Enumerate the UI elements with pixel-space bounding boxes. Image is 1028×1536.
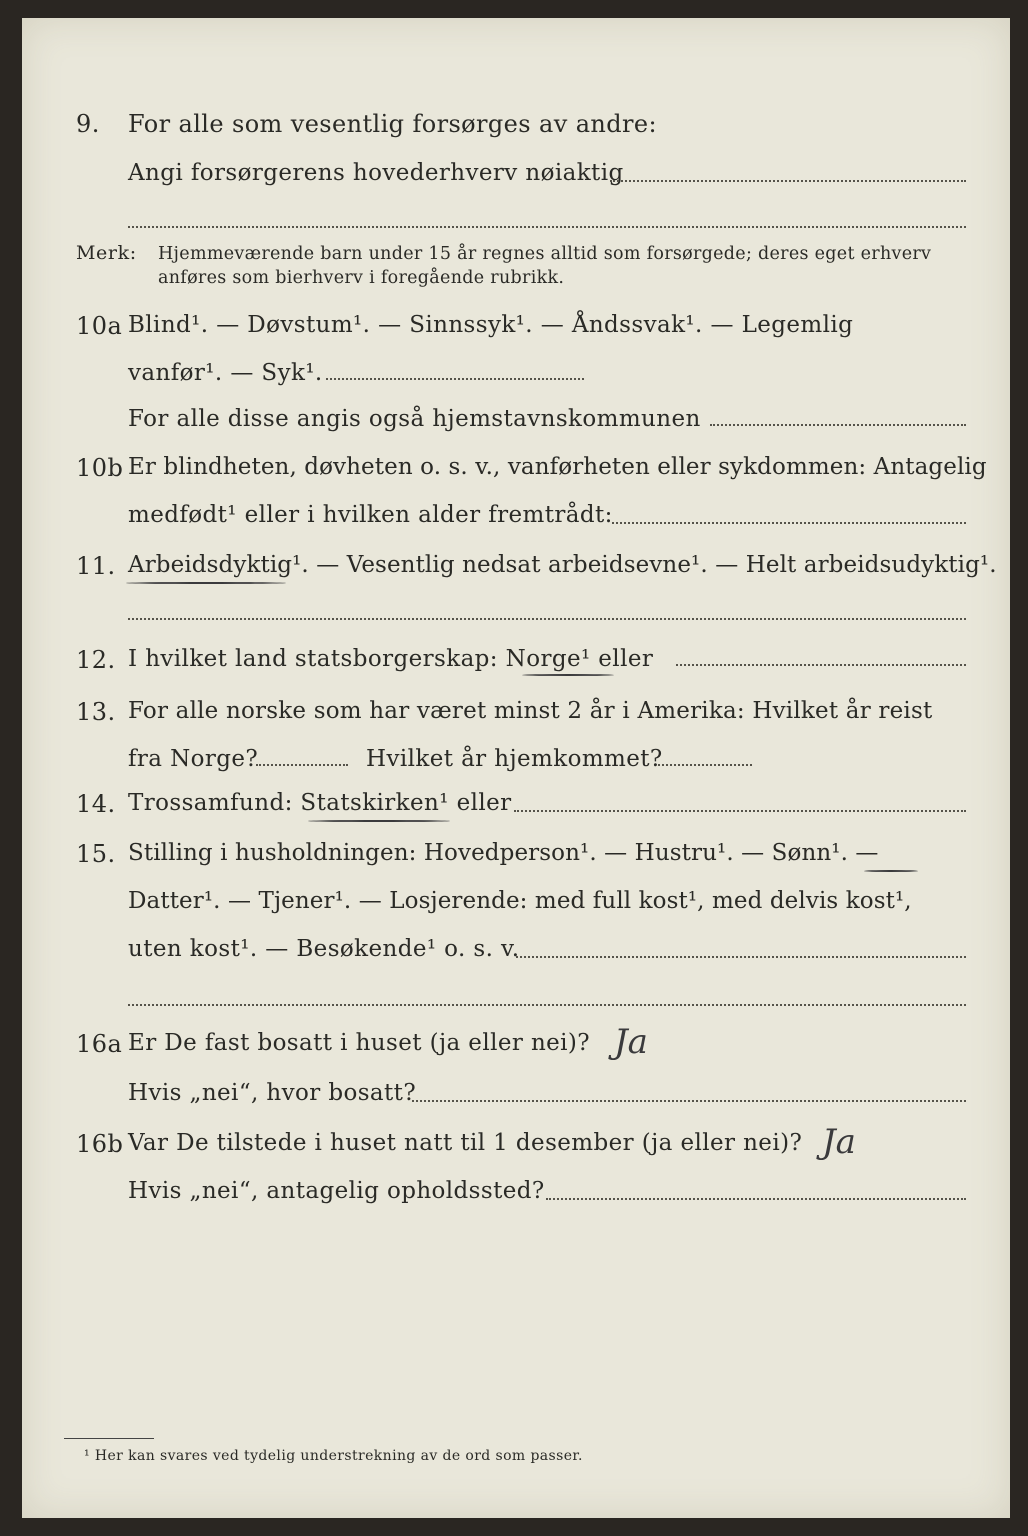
q16b-line2: Hvis „nei“, antagelig opholdssted? xyxy=(128,1178,545,1204)
q11-line1: Arbeidsdyktig¹. — Vesentlig nedsat arbeidsevne¹. — Helt arbeidsudyktig¹. xyxy=(128,552,997,578)
q10b-answer-field[interactable] xyxy=(612,522,966,524)
q9-line1: For alle som vesentlig forsørges av andre: xyxy=(128,110,658,138)
q15-line3: uten kost¹. — Besøkende¹ o. s. v. xyxy=(128,936,520,962)
q12-number: 12. xyxy=(76,646,116,674)
q12-answer-underline xyxy=(522,674,614,676)
census-form-page xyxy=(22,18,1010,1518)
q10b-line2: medfødt¹ eller i hvilken alder fremtrådt: xyxy=(128,502,613,528)
q15-answer-underline xyxy=(864,870,918,872)
q10a-line3: For alle disse angis også hjemstavnskommunen xyxy=(128,406,701,432)
q10a-line2: vanfør¹. — Syk¹. xyxy=(128,360,323,386)
q16b-handwritten-answer: Ja xyxy=(822,1122,856,1162)
q9-number: 9. xyxy=(76,110,100,138)
q13-hjemkommet-field[interactable] xyxy=(658,764,752,766)
q13-line1: For alle norske som har været minst 2 år i Amerika: Hvilket år reist xyxy=(128,698,933,724)
q10a-kommune-field[interactable] xyxy=(710,424,966,426)
merk-label: Merk: xyxy=(76,242,137,264)
q12-answer-field[interactable] xyxy=(676,664,966,666)
q13-line2b: Hvilket år hjemkommet? xyxy=(366,746,663,772)
q14-answer-underline xyxy=(308,820,450,822)
q9-extra-field[interactable] xyxy=(128,226,966,228)
q16b-opholdssted-field[interactable] xyxy=(546,1198,966,1200)
q10b-line1: Er blindheten, døvheten o. s. v., vanførheten eller sykdommen: Antagelig xyxy=(128,454,987,480)
q15-line1: Stilling i husholdningen: Hovedperson¹. — Hustru¹. — Sønn¹. — xyxy=(128,840,879,866)
q10a-line1: Blind¹. — Døvstum¹. — Sinnssyk¹. — Åndssvak¹. — Legemlig xyxy=(128,312,854,338)
q9-answer-field[interactable] xyxy=(610,180,966,182)
q14-line1: Trossamfund: Statskirken¹ eller xyxy=(128,790,512,816)
q16a-number: 16a xyxy=(76,1030,123,1058)
q10a-syk-field[interactable] xyxy=(326,378,584,380)
footnote-rule xyxy=(64,1438,154,1439)
q16b-line1: Var De tilstede i huset natt til 1 desember (ja eller nei)? xyxy=(128,1130,803,1156)
q14-number: 14. xyxy=(76,790,116,818)
q16a-line1: Er De fast bosatt i huset (ja eller nei)? xyxy=(128,1030,591,1056)
q15-line2: Datter¹. — Tjener¹. — Losjerende: med full kost¹, med delvis kost¹, xyxy=(128,888,912,914)
q11-extra-field[interactable] xyxy=(128,618,966,620)
q16b-number: 16b xyxy=(76,1130,124,1158)
footnote: ¹ Her kan svares ved tydelig understrekning av de ord som passer. xyxy=(84,1448,583,1464)
q13-line2a: fra Norge? xyxy=(128,746,259,772)
merk-line1: Hjemmeværende barn under 15 år regnes alltid som forsørgede; deres eget erhverv xyxy=(158,244,932,264)
q13-reist-field[interactable] xyxy=(256,764,348,766)
q15-answer-field[interactable] xyxy=(516,956,966,958)
q9-line2: Angi forsørgerens hovederhverv nøiaktig xyxy=(128,160,624,186)
q13-number: 13. xyxy=(76,698,116,726)
q11-number: 11. xyxy=(76,552,116,580)
q14-answer-field[interactable] xyxy=(514,810,966,812)
merk-line2: anføres som bierhverv i foregående rubrikk. xyxy=(158,268,565,288)
q12-line1: I hvilket land statsborgerskap: Norge¹ eller xyxy=(128,646,654,672)
q16a-handwritten-answer: Ja xyxy=(614,1022,648,1062)
q10b-number: 10b xyxy=(76,454,124,482)
q10a-number: 10a xyxy=(76,312,123,340)
q11-answer-underline xyxy=(126,582,286,584)
q16a-line2: Hvis „nei“, hvor bosatt? xyxy=(128,1080,417,1106)
q15-number: 15. xyxy=(76,840,116,868)
q15-extra-field[interactable] xyxy=(128,1004,966,1006)
q16a-bosatt-field[interactable] xyxy=(412,1100,966,1102)
